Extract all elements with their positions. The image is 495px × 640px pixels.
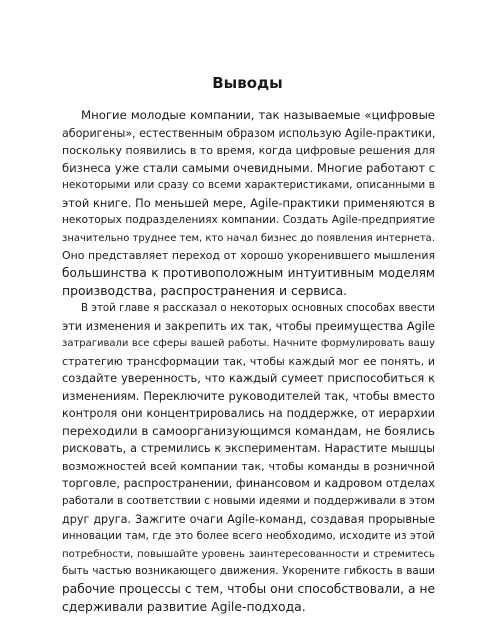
text-line: торговле, распространении, финансовом и кадровом отделах [62, 477, 435, 491]
text-line: значительно труднее тем, кто начал бизнес до появления интернета. [62, 232, 435, 244]
text-line: сдерживали развитие Agile-подхода. [62, 599, 306, 615]
paragraph-1 [62, 107, 435, 300]
body-text [62, 107, 435, 616]
text-line: эти изменения и закрепить их так, чтобы преимущества Agile [62, 319, 435, 333]
text-line: большинства к противоположным интуитивным моделям [62, 265, 435, 280]
text-line: этой книге. По меньшей мере, Agile-практики применяются в [62, 195, 435, 210]
text-line: работали в соответствии с новыми идеями и поддерживали в этом [62, 495, 435, 508]
text-line: друг друга. Зажгите очаги Agile-команд, создавая прорывные [62, 512, 435, 526]
page-title: Выводы [212, 74, 283, 92]
text-line: поскольку появились в то время, когда цифровые решения для [62, 144, 436, 158]
text-line: рабочие процессы с тем, чтобы они способствовали, а не [62, 581, 435, 596]
text-line: Многие молодые компании, так называемые «цифровые [81, 108, 435, 122]
text-line: некоторых подразделениях компании. Создать Agile-предприятие [62, 214, 435, 227]
text-line: стратегию трансформации так, чтобы каждый мог ее понять, и [62, 354, 435, 368]
text-line: рисковать, а стремились к экспериментам. Нарастите мышцы [62, 442, 435, 456]
text-line: инновации там, где это более всего необходимо, исходите из этой [62, 530, 435, 543]
text-line: возможностей всей компании так, чтобы команды в розничной [62, 459, 435, 473]
text-line: Оно представляет переход от хорошо укоренившего мышления [62, 249, 435, 263]
text-line: некоторыми или сразу со всеми характеристиками, описанными в [62, 179, 435, 192]
text-line: аборигены», естественным образом использую Agile-практики, [62, 126, 436, 140]
text-line: затрагивали все сферы вашей работы. Начните формулировать вашу [62, 338, 435, 350]
text-line: бизнеса уже стали самыми очевидными. Многие работают с [62, 160, 436, 175]
text-line: переходили в самоорганизующимся командам, не боялись [62, 423, 435, 438]
text-line: производства, распространения и сервиса. [62, 283, 348, 299]
paragraph-2 [62, 300, 435, 616]
text-line: потребности, повышайте уровень заинтересованности и стремитесь [62, 548, 435, 560]
text-line: быть частью возникающего движения. Укорените гибкость в ваши [62, 565, 435, 578]
text-line: контроля они концентрировались на поддержке, от иерархии [62, 407, 435, 421]
text-line: В этой главе я рассказал о некоторых основных способах ввести [81, 303, 435, 315]
text-line: изменениям. Переключите руководителей так, чтобы вместо [62, 388, 435, 403]
text-line: создайте уверенность, что каждый сумеет приспособиться к [62, 371, 435, 386]
